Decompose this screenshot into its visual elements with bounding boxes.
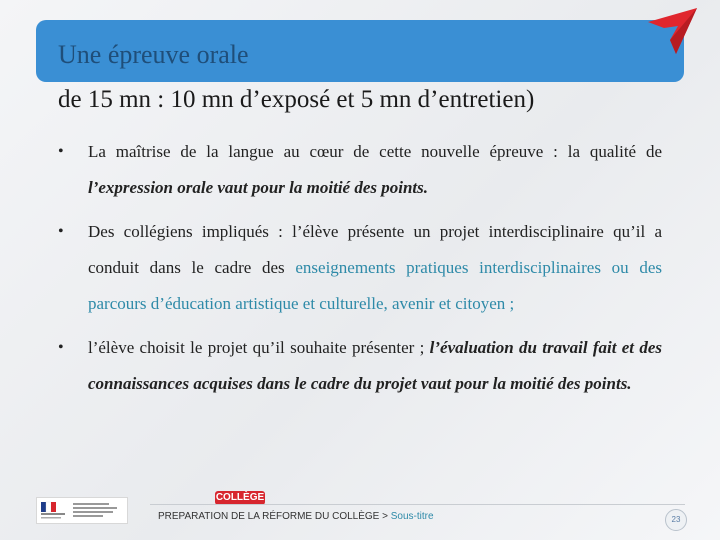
bullet-emphasis: l’expression orale vaut pour la moitié des points.	[88, 178, 429, 197]
bullet-marker: •	[58, 143, 64, 160]
bullet-list	[58, 134, 662, 410]
bullet-marker: •	[58, 223, 64, 240]
bullet-item	[58, 134, 662, 206]
footer-caption	[158, 511, 434, 522]
footer-title: PREPARATION DE LA RÉFORME DU COLLÈGE	[158, 511, 380, 522]
bullet-highlight: enseignements pratiques interdisciplinaires ou des parcours d’éducation artistique et culturelle, avenir et citoyen ;	[88, 258, 662, 313]
bullet-text: La maîtrise de la langue au cœur de cette nouvelle épreuve : la qualité de	[88, 142, 662, 161]
bullet-text: Des collégiens impliqués : l’élève présente un projet interdisciplinaire qu’il a conduit dans le cadre des	[88, 222, 662, 277]
page-number: 23	[665, 509, 687, 531]
footer-subtitle: Sous-titre	[390, 511, 434, 522]
title-bar	[36, 20, 684, 82]
ministry-logo	[36, 497, 128, 524]
college-badge: COLLÈGE	[215, 492, 265, 503]
bullet-item	[58, 214, 662, 322]
red-arrow-icon	[646, 6, 698, 56]
slide-subtitle: de 15 mn : 10 mn d’exposé et 5 mn d’entretien)	[58, 86, 535, 113]
ministry-logo-graphic	[37, 498, 127, 523]
slide-title: Une épreuve orale	[58, 40, 249, 69]
bullet-marker: •	[58, 339, 64, 356]
bullet-emphasis: l’évaluation du travail fait et des connaissances acquises dans le cadre du projet vaut pour la moitié des points.	[88, 338, 662, 393]
bullet-text: l’élève choisit le projet qu’il souhaite présenter ;	[88, 338, 430, 357]
bullet-item	[58, 330, 662, 402]
footer-divider	[150, 504, 685, 505]
footer-separator: >	[379, 511, 391, 522]
